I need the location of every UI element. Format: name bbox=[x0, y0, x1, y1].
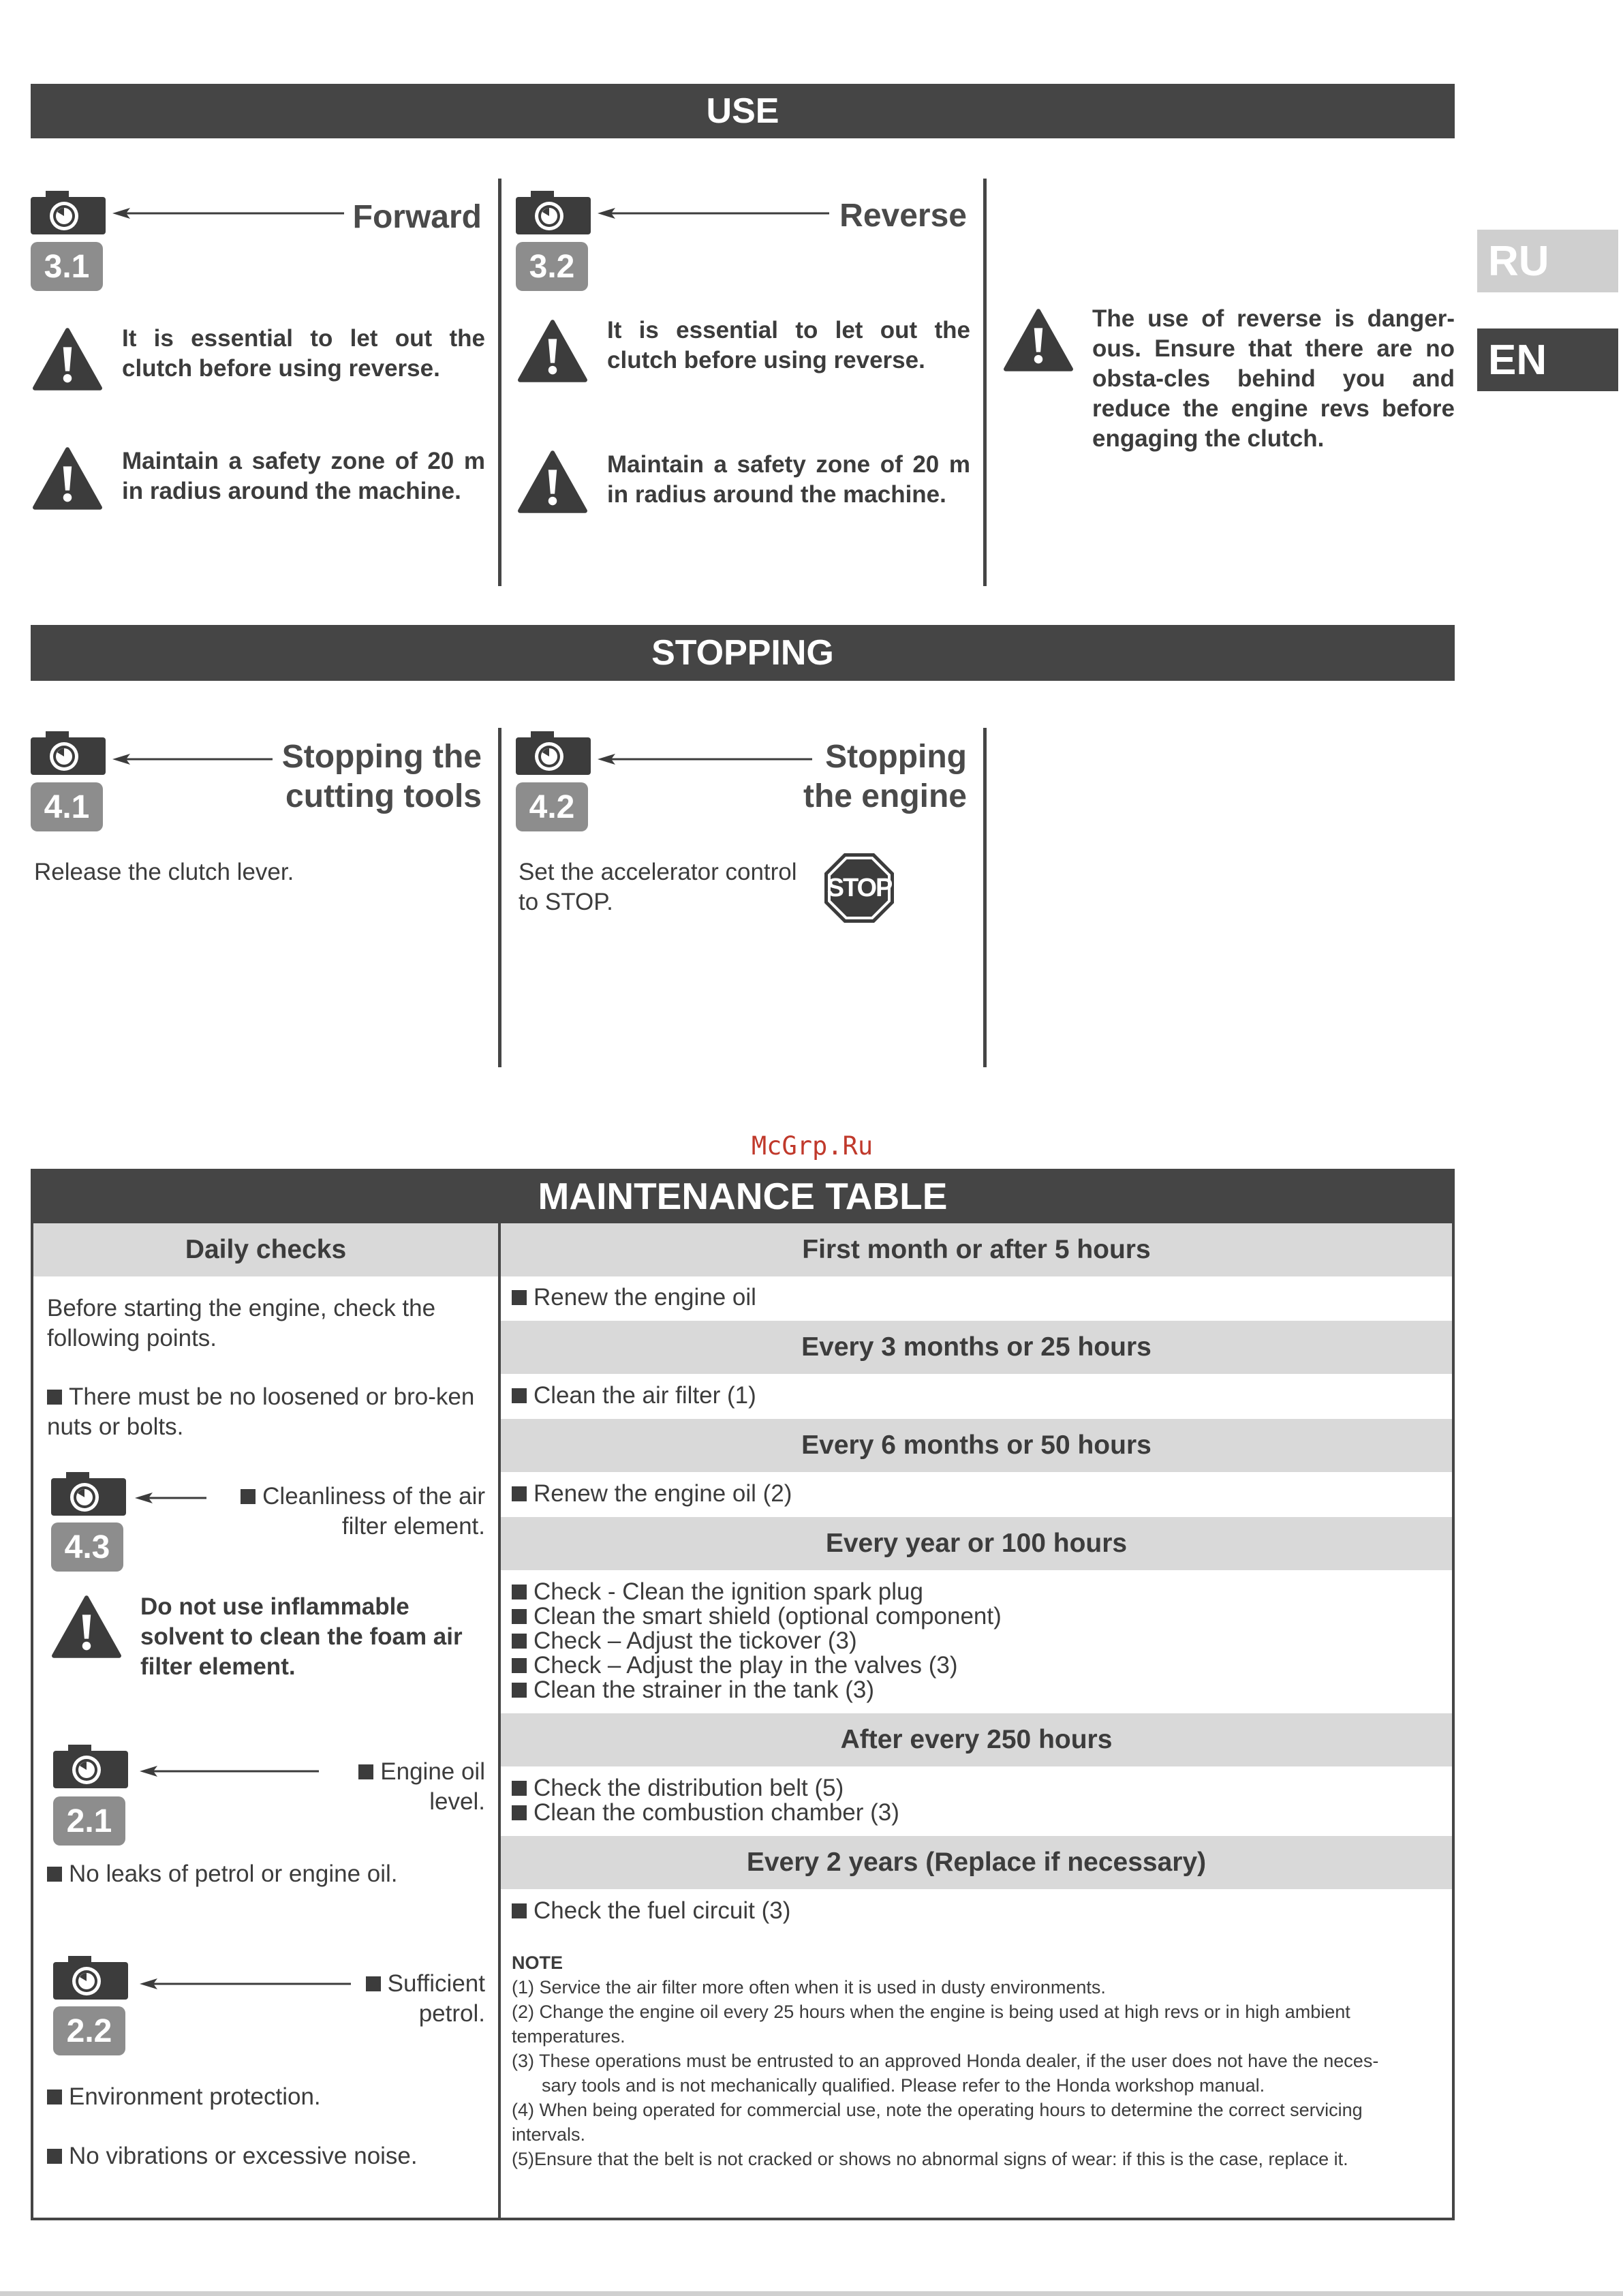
stopping-section-title: STOPPING bbox=[31, 625, 1455, 681]
watermark-text: McGrp.Ru bbox=[751, 1131, 874, 1161]
list-item bbox=[512, 1653, 958, 1678]
camera-icon bbox=[51, 1472, 126, 1516]
air-filter-check bbox=[218, 1482, 485, 1542]
interval-item-text: Check - Clean the ignition spark plug bbox=[534, 1578, 923, 1605]
warning-icon bbox=[1003, 308, 1074, 372]
list-item bbox=[512, 1801, 899, 1825]
list-item bbox=[47, 1859, 476, 1889]
ref-number: 2.2 bbox=[53, 2006, 125, 2055]
stopping-tools-heading-line2: cutting tools bbox=[285, 778, 482, 814]
accelerator-stop-text-line2: to STOP. bbox=[519, 889, 613, 915]
use-section-title: USE bbox=[31, 84, 1455, 138]
interval-item-text: Check the distribution belt (5) bbox=[534, 1775, 844, 1801]
column-divider bbox=[498, 179, 501, 586]
camera-icon bbox=[516, 191, 591, 234]
list-item bbox=[512, 1776, 844, 1801]
stopping-engine-heading bbox=[784, 737, 967, 816]
column-divider bbox=[983, 179, 987, 586]
air-filter-check-line2: filter element. bbox=[341, 1513, 485, 1540]
list-item bbox=[512, 1580, 923, 1604]
arrow-left-icon bbox=[112, 206, 344, 220]
interval-header: Every year or 100 hours bbox=[501, 1517, 1452, 1570]
stopping-tools-heading-line1: Stopping the bbox=[281, 739, 482, 775]
note-line: (3) These operations must be entrusted to an approved Honda dealer, if the user does not have the neces- bbox=[512, 2051, 1379, 2071]
arrow-left-icon bbox=[140, 1764, 319, 1778]
warning-icon bbox=[32, 446, 103, 510]
note-line: (4) When being operated for commercial use, note the operating hours to determine the correct servicing bbox=[512, 2100, 1363, 2120]
daily-checks-intro: Before starting the engine, check the following points. bbox=[47, 1295, 436, 1351]
arrow-left-icon bbox=[135, 1491, 206, 1505]
stop-sign-text: STOP bbox=[826, 874, 892, 902]
camera-icon bbox=[31, 191, 106, 234]
engine-oil-check-text: Engine oil bbox=[380, 1758, 485, 1785]
ref-number: 4.1 bbox=[31, 782, 103, 831]
interval-header: Every 2 years (Replace if necessary) bbox=[501, 1836, 1452, 1889]
accelerator-stop-text-line1: Set the accelerator control bbox=[519, 859, 797, 885]
list-item bbox=[47, 1382, 476, 1442]
petrol-check bbox=[354, 1969, 485, 2029]
engine-oil-check-line2: level. bbox=[429, 1788, 485, 1815]
list-item bbox=[512, 1383, 756, 1408]
note-line: (5)Ensure that the belt is not cracked or shows no abnormal signs of wear: if this is the case, replace it. bbox=[512, 2149, 1348, 2169]
air-filter-check-text: Cleanliness of the air bbox=[262, 1483, 485, 1510]
stopping-tools-heading bbox=[273, 737, 482, 816]
petrol-check-line2: petrol. bbox=[418, 2000, 485, 2027]
bolts-check-text: There must be no loosened or bro-ken nuts or bolts. bbox=[47, 1383, 475, 1440]
interval-item-text: Check – Adjust the tickover (3) bbox=[534, 1627, 857, 1654]
list-item bbox=[512, 1629, 857, 1653]
note-line: sary tools and is not mechanically qualified. Please refer to the Honda workshop manual. bbox=[542, 2075, 1265, 2096]
list-item bbox=[512, 1482, 792, 1506]
notes-block bbox=[512, 1950, 1438, 2171]
daily-checks-header: Daily checks bbox=[33, 1223, 498, 1276]
camera-icon bbox=[516, 731, 591, 775]
safety-zone-warning-text: Maintain a safety zone of 20 m in radius around the machine. bbox=[607, 451, 970, 508]
forward-heading: Forward bbox=[352, 199, 482, 235]
arrow-left-icon bbox=[140, 1977, 351, 1991]
interval-header: Every 6 months or 50 hours bbox=[501, 1419, 1452, 1472]
maintenance-table-title: MAINTENANCE TABLE bbox=[31, 1169, 1455, 1223]
ref-number: 2.1 bbox=[53, 1796, 125, 1846]
interval-item-text: Clean the strainer in the tank (3) bbox=[534, 1677, 874, 1703]
engine-oil-check bbox=[327, 1757, 485, 1817]
reverse-heading: Reverse bbox=[839, 198, 967, 234]
stop-sign-icon bbox=[822, 851, 897, 925]
safety-zone-warning-text: Maintain a safety zone of 20 m in radius around the machine. bbox=[122, 448, 485, 504]
clutch-warning-text: It is essential to let out the clutch before using reverse. bbox=[122, 325, 485, 382]
solvent-warning-text: Do not use inflammable solvent to clean the foam air filter element. bbox=[140, 1593, 463, 1680]
interval-item-text: Renew the engine oil bbox=[534, 1284, 756, 1311]
list-item bbox=[47, 2141, 476, 2171]
camera-icon bbox=[53, 1956, 128, 2000]
petrol-check-text: Sufficient bbox=[387, 1970, 485, 1997]
petrol-check-line1 bbox=[354, 1969, 485, 1999]
interval-header: Every 3 months or 25 hours bbox=[501, 1321, 1452, 1374]
warning-icon bbox=[32, 327, 103, 391]
ref-number: 4.2 bbox=[516, 782, 588, 831]
warning-icon bbox=[517, 450, 588, 514]
interval-item-text: Clean the smart shield (optional component) bbox=[534, 1603, 1002, 1629]
air-filter-check-line1 bbox=[218, 1482, 485, 1512]
list-item bbox=[512, 1899, 790, 1923]
list-item bbox=[512, 1604, 1002, 1629]
camera-icon bbox=[53, 1745, 128, 1788]
interval-item-text: Clean the air filter (1) bbox=[534, 1382, 756, 1409]
reverse-danger-warning-text: The use of reverse is danger-ous. Ensure that there are no obsta-cles behind you and reduce the engine revs before engaging the clutch. bbox=[1092, 305, 1455, 452]
accelerator-stop-text bbox=[519, 857, 818, 917]
leaks-check-text: No leaks of petrol or engine oil. bbox=[69, 1861, 398, 1887]
ref-number: 3.2 bbox=[516, 242, 588, 291]
note-line: temperatures. bbox=[512, 2026, 625, 2047]
arrow-left-icon bbox=[598, 206, 829, 220]
list-item bbox=[47, 2082, 476, 2112]
notes-title: NOTE bbox=[512, 1953, 563, 1973]
interval-item-text: Renew the engine oil (2) bbox=[534, 1480, 792, 1507]
warning-icon bbox=[517, 319, 588, 383]
release-clutch-text: Release the clutch lever. bbox=[34, 859, 294, 885]
interval-header: After every 250 hours bbox=[501, 1713, 1452, 1766]
interval-item-text: Clean the combustion chamber (3) bbox=[534, 1799, 899, 1826]
interval-item-text: Check – Adjust the play in the valves (3) bbox=[534, 1652, 958, 1679]
interval-item-text: Check the fuel circuit (3) bbox=[534, 1897, 791, 1924]
column-divider bbox=[498, 728, 501, 1067]
list-item bbox=[512, 1678, 874, 1702]
ref-number: 3.1 bbox=[31, 242, 103, 291]
stopping-engine-heading-line2: the engine bbox=[803, 778, 967, 814]
lang-tab-ru[interactable]: RU bbox=[1477, 230, 1618, 292]
arrow-left-icon bbox=[598, 752, 812, 766]
interval-header: First month or after 5 hours bbox=[501, 1223, 1452, 1276]
environment-check-text: Environment protection. bbox=[69, 2083, 321, 2110]
page-bottom-rule bbox=[0, 2291, 1623, 2296]
note-line: intervals. bbox=[512, 2124, 586, 2145]
note-line: (2) Change the engine oil every 25 hours when the engine is being used at high revs or in high ambient bbox=[512, 2002, 1350, 2022]
camera-icon bbox=[31, 731, 106, 775]
column-divider bbox=[983, 728, 987, 1067]
stopping-engine-heading-line1: Stopping bbox=[825, 739, 967, 775]
ref-number: 4.3 bbox=[51, 1522, 123, 1572]
engine-oil-check-line1 bbox=[327, 1757, 485, 1787]
vibrations-check-text: No vibrations or excessive noise. bbox=[69, 2143, 418, 2169]
warning-icon bbox=[51, 1595, 122, 1659]
arrow-left-icon bbox=[112, 752, 273, 766]
clutch-warning-text: It is essential to let out the clutch before using reverse. bbox=[607, 317, 970, 373]
note-line: (1) Service the air filter more often when it is used in dusty environments. bbox=[512, 1977, 1106, 1997]
lang-tab-en[interactable]: EN bbox=[1477, 328, 1618, 391]
list-item bbox=[512, 1285, 756, 1310]
